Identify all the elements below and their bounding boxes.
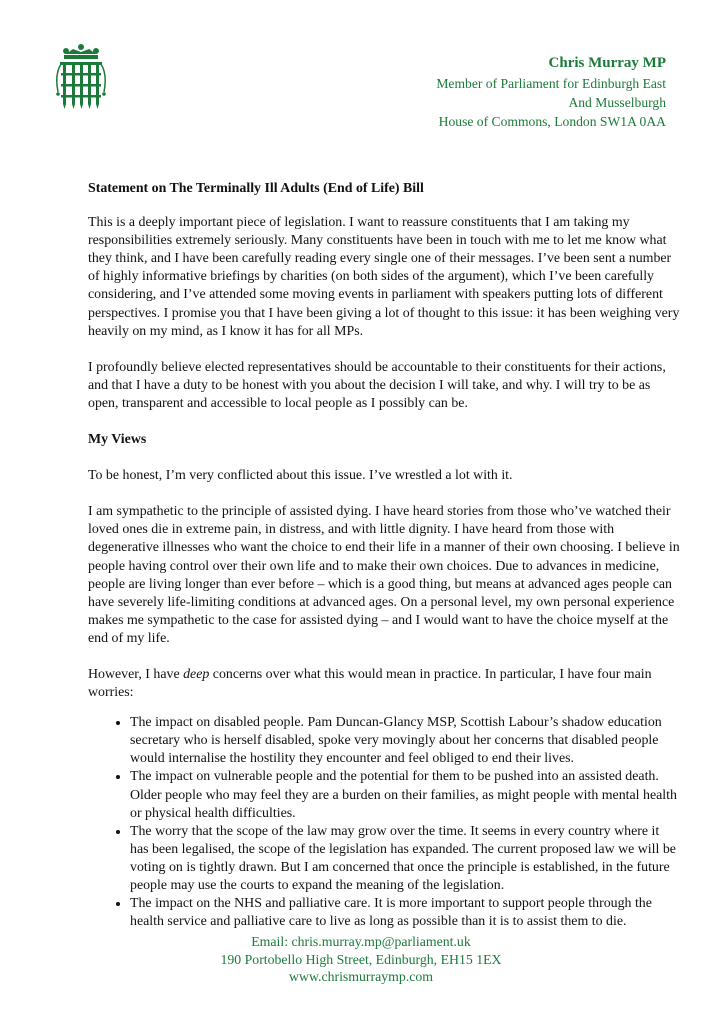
- portcullis-icon: [54, 42, 108, 114]
- mp-address: House of Commons, London SW1A 0AA: [438, 114, 666, 129]
- section-heading-views: My Views: [88, 432, 147, 448]
- list-item: • The worry that the scope of the law may grow over the time. It seems in every country where it has been legalised, the scope of the legislation has expanded. The current proposed law we will be voting on is tightly drawn. But I am concerned that once the principle is established, in the future people may use the courts to expand the meaning of the legislation.: [130, 823, 680, 895]
- statement-body: [88, 180, 680, 931]
- list-item: • The impact on vulnerable people and the potential for them to be pushed into an assisted death. Older people who may feel they are a burden on their families, as might people with mental health or physical health difficulties.: [130, 768, 680, 822]
- list-item: • The impact on the NHS and palliative care. It is more important to support people through the health service and palliative care to live as long as possible than it is to assist them to die.: [130, 895, 680, 931]
- mp-name: Chris Murray MP: [548, 55, 666, 71]
- footer-website: www.chrismurraymp.com: [289, 969, 433, 984]
- list-item: • The impact on disabled people. Pam Duncan-Glancy MSP, Scottish Labour’s shadow education secretary who is herself disabled, spoke very movingly about her concerns that disabled people would internalise the hostility they encounter and feel obliged to end their lives.: [130, 714, 680, 768]
- worries-list: [88, 714, 680, 931]
- concerns-text-end: concerns over what this would mean in practice. In particular, I have four main worries:: [88, 666, 652, 701]
- concerns-emphasis: deep: [183, 666, 210, 682]
- paragraph-concerns: [88, 666, 680, 702]
- concerns-text-start: However, I have: [88, 666, 184, 682]
- footer-address: 190 Portobello High Street, Edinburgh, EH15 1EX: [220, 951, 502, 967]
- paragraph-sympathetic: I am sympathetic to the principle of assisted dying. I have heard stories from those who’ve watched their loved ones die in extreme pain, in distress, and with little dignity. I have heard from those with degenerative illnesses who want the choice to end their life in a manner of their own choosing. I believe in people having control over their own life and to make their own choices. Due to advances in medicine, people are living longer than ever before – which is a good thing, but means at advanced ages people can have severely life-limiting conditions at advanced ages. On a personal level, my own personal experience makes me sympathetic to the case for assisted dying – and I would want to have the choice myself at the end of my life.: [88, 504, 680, 646]
- paragraph-accountability: I profoundly believe elected representatives should be accountable to their constituents for their actions, and that I have a duty to be honest with you about the decision I will take, and why. I will try to be as open, transparent and accessible to local people as I possibly can be.: [88, 359, 666, 411]
- letterhead: [436, 54, 666, 131]
- mp-constituency: And Musselburgh: [568, 95, 666, 110]
- footer-email: Email: chris.murray.mp@parliament.uk: [251, 934, 471, 949]
- paragraph-intro: This is a deeply important piece of legislation. I want to reassure constituents that I am taking my responsibilities extremely seriously. Many constituents have been in touch with me to let me know what they think, and I have been carefully reading every single one of their messages. I’ve been sent a number of highly informative briefings by charities (on both sides of the argument), which I’ve been carefully considering, and I’ve attended some moving events in parliament with speakers putting lots of different perspectives. I promise you that I have been giving a lot of thought to this issue: it has been weighing very heavily on my mind, as I know it has for all MPs.: [88, 215, 680, 339]
- mp-role: Member of Parliament for Edinburgh East: [436, 76, 666, 91]
- footer-contact: [0, 933, 722, 986]
- statement-title: Statement on The Terminally Ill Adults (End of Life) Bill: [88, 181, 424, 196]
- paragraph-conflicted: To be honest, I’m very conflicted about this issue. I’ve wrestled a lot with it.: [88, 468, 513, 484]
